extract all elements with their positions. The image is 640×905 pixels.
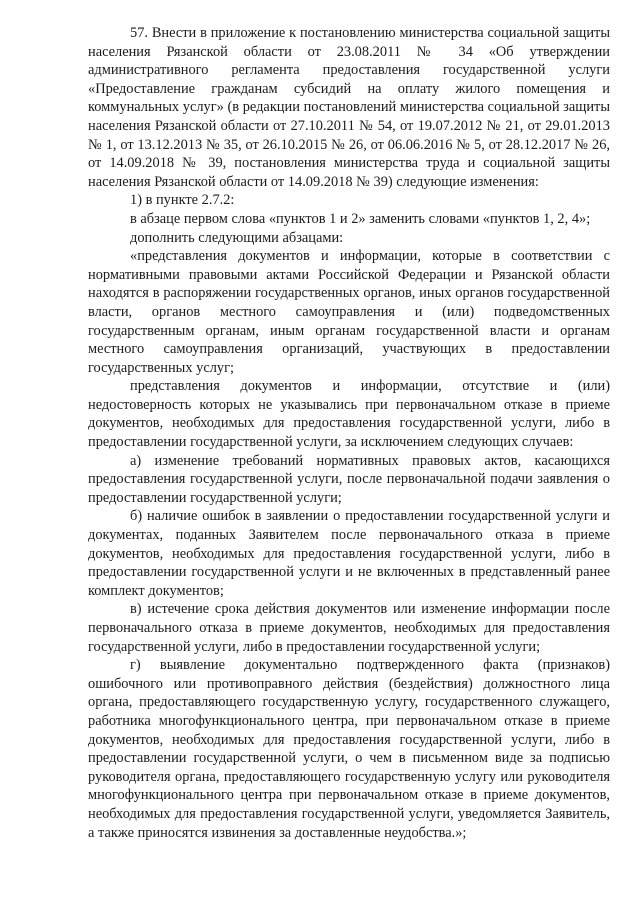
paragraph-case-b: б) наличие ошибок в заявлении о предоставлении государственной услуги и документах, поданных Заявителем после первоначального отказа в приеме документов, необходимых для предоставления государственной услуги, либо в предоставлении государственной услуги и не включенных в представленный ранее комплект документов;	[88, 508, 610, 599]
paragraph-item-57: 57. Внести в приложение к постановлению министерства социальной защиты населения Рязанской области от 23.08.2011 № 34 «Об утверждении административного регламента предоставления государственной услуги «Предоставление гражданам субсидий на оплату жилого помещения и коммунальных услуг» (в редакции постановлений министерства социальной защиты населения Рязанской области от 27.10.2011 № 54, от 19.07.2012 № 21, от 29.01.2013 № 1, от 13.12.2013 № 35, от 26.10.2015 № 26, от 06.06.2016 № 5, от 28.12.2017 № 26, от 14.09.2018 № 39, постановления министерства труда и социальной защиты населения Рязанской области от 14.09.2018 № 39) следующие изменения:	[88, 25, 610, 190]
paragraph-replace-words: в абзаце первом слова «пунктов 1 и 2» заменить словами «пунктов 1, 2, 4»;	[130, 210, 591, 227]
paragraph-case-a: а) изменение требований нормативных правовых актов, касающихся предоставления государственной услуги, после первоначальной подачи заявления о предоставлении государственной услуги;	[88, 452, 610, 506]
document-page	[88, 24, 610, 842]
paragraph-subitem-1: 1) в пункте 2.7.2:	[130, 192, 235, 209]
paragraph-case-v: в) истечение срока действия документов или изменение информации после первоначального отказа в приеме документов, необходимых для предоставления государственной услуги, либо в предоставлении государственной услуги;	[88, 601, 610, 655]
paragraph-clause-info-in-possession: «представления документов и информации, которые в соответствии с нормативными правовыми актами Российской Федерации и Рязанской области находятся в распоряжении государственных органов, иных органов государственной власти, органов местного самоуправления и (или) подведомственных государственным органам, иным органам государственной власти и органам местного самоуправления организаций, участвующих в предоставлении государственных услуг;	[88, 248, 610, 376]
paragraph-case-g: г) выявление документально подтвержденного факта (признаков) ошибочного или противоправного действия (бездействия) должностного лица органа, предоставляющего государственную услугу, государственного служащего, работника многофункционального центра, при первоначальном отказе в приеме документов, необходимых для предоставления государственной услуги, либо в предоставлении государственной услуги, о чем в письменном виде за подписью руководителя органа, предоставляющего государственную услугу или руководителя многофункционального центра при первоначальном отказе в приеме документов, необходимых для предоставления государственной услуги, уведомляется Заявитель, а также приносятся извинения за доставленные неудобства.»;	[88, 657, 610, 841]
paragraph-clause-info-absence: представления документов и информации, отсутствие и (или) недостоверность которых не указывались при первоначальном отказе в приеме документов, необходимых для предоставления государственной услуги, либо в предоставлении государственной услуги, за исключением следующих случаев:	[88, 378, 610, 451]
paragraph-add-clauses: дополнить следующими абзацами:	[130, 229, 344, 246]
